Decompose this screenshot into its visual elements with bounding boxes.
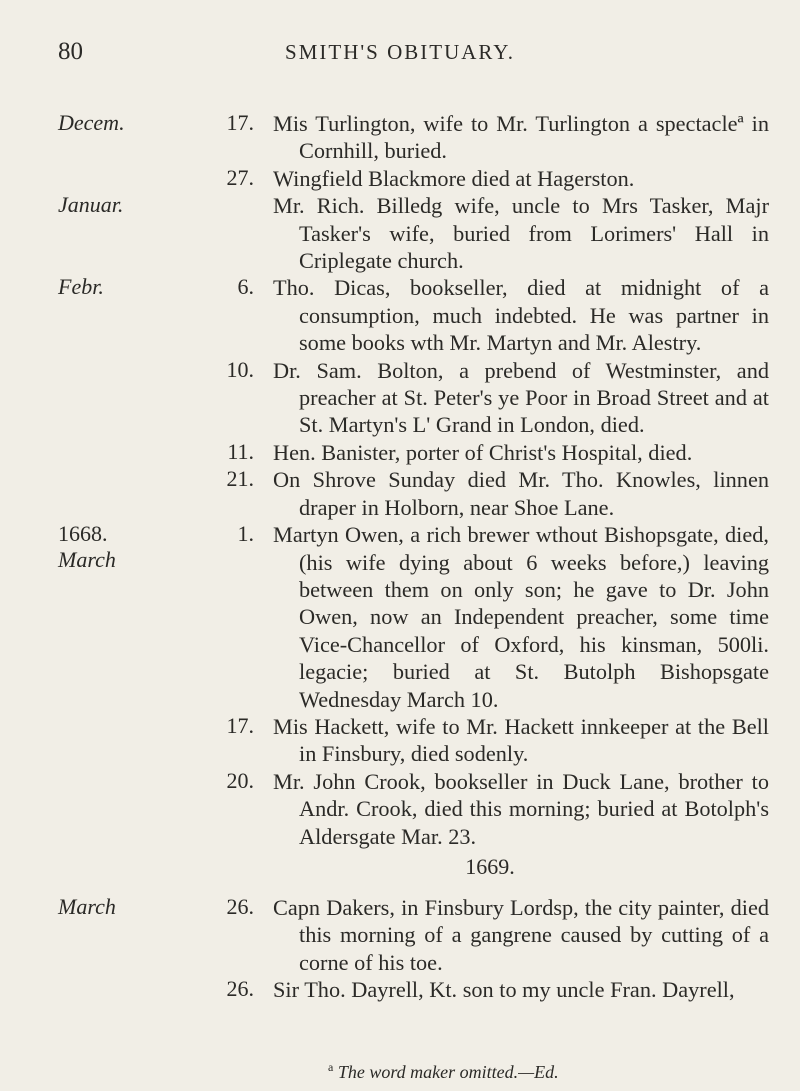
obituary-entry: [0, 165, 800, 192]
obituary-entry: [0, 439, 800, 466]
entry-day: 11.: [227, 438, 254, 464]
entry-text: Hen. Banister, porter of Christ's Hospital, died.: [273, 439, 693, 465]
running-title: SMITH'S OBITUARY.: [285, 40, 515, 64]
entry-text: Wingfield Blackmore died at Hagerston.: [273, 165, 635, 191]
entry-text: Mr. John Crook, bookseller in Duck Lane, brother to Andr. Crook, died this morning; buried at Botolph's Aldersgate Mar. 23.: [273, 768, 769, 849]
footnote-text: The word maker omitted.—Ed.: [337, 1062, 559, 1082]
entry-text: Tho. Dicas, bookseller, died at midnight of a consumption, much indebted. He was partner in some books wth Mr. Martyn and Mr. Alestry.: [273, 275, 769, 356]
entry-text: Dr. Sam. Bolton, a prebend of Westminster, and preacher at St. Peter's ye Poor in Broad Street and at St. Martyn's L' Grand in London, died.: [273, 357, 769, 438]
page-number: 80: [58, 38, 83, 65]
entry-month-name: March: [58, 547, 116, 573]
entry-text: On Shrove Sunday died Mr. Tho. Knowles, linnen draper in Holborn, near Shoe Lane.: [273, 467, 769, 520]
obituary-entry: [0, 713, 800, 768]
entry-day: 27.: [226, 164, 254, 190]
entry-month: March: [58, 893, 116, 919]
entry-day: 20.: [226, 767, 254, 793]
entry-year: 1668.: [58, 521, 108, 547]
entry-text: Mr. Rich. Billedg wife, uncle to Mrs Tasker, Majr Tasker's wife, buried from Lorimers' Hall in Criplegate church.: [273, 193, 769, 274]
entry-text: Mis Turlington, wife to Mr. Turlington a spectacleª in Cornhill, buried.: [273, 111, 769, 164]
obituary-entry: [0, 466, 800, 521]
obituary-entry: [0, 110, 800, 165]
footnote: [328, 1060, 559, 1083]
obituary-entry: [0, 357, 800, 439]
entry-month: Januar.: [58, 192, 124, 218]
entry-month: [58, 521, 116, 573]
entry-day: 17.: [226, 110, 254, 135]
obituary-entry: [0, 192, 800, 274]
obituary-entry: [0, 976, 800, 1003]
entry-day: 10.: [226, 356, 254, 382]
entry-day: 1.: [237, 521, 254, 547]
obituary-entry: [0, 768, 800, 850]
entry-text: Sir Tho. Dayrell, Kt. son to my uncle Fran. Dayrell,: [273, 977, 735, 1003]
obituary-entry: [0, 521, 800, 713]
footnote-mark: a: [328, 1060, 334, 1074]
obituary-entries: [0, 110, 800, 1004]
entry-text: Martyn Owen, a rich brewer wthout Bishopsgate, died, (his wife dying about 6 weeks before,) leaving between them on only son; he gave to Dr. John Owen, now an Independent preacher, some time Vice-Chancellor of Oxford, his kinsman, 500li. legacie; buried at St. Butolph Bishopsgate Wednesday March 10.: [273, 522, 769, 712]
obituary-entry: [0, 274, 800, 356]
entry-day: 6.: [237, 274, 254, 300]
entry-day: 21.: [226, 466, 254, 492]
obituary-entry: [0, 894, 800, 976]
page-header: [0, 38, 800, 68]
entry-text: Capn Dakers, in Finsbury Lordsp, the city painter, died this morning of a gangrene caused by cutting of a corne of his toe.: [273, 894, 769, 975]
entry-text: Mis Hackett, wife to Mr. Hackett innkeeper at the Bell in Finsbury, died sodenly.: [273, 713, 769, 767]
entry-month: Febr.: [58, 274, 104, 300]
entry-month: Decem.: [58, 110, 125, 135]
entry-day: 26.: [226, 893, 254, 919]
entry-day: 17.: [226, 712, 254, 738]
entry-day: 26.: [226, 976, 254, 1002]
year-heading: 1669.: [465, 853, 515, 879]
